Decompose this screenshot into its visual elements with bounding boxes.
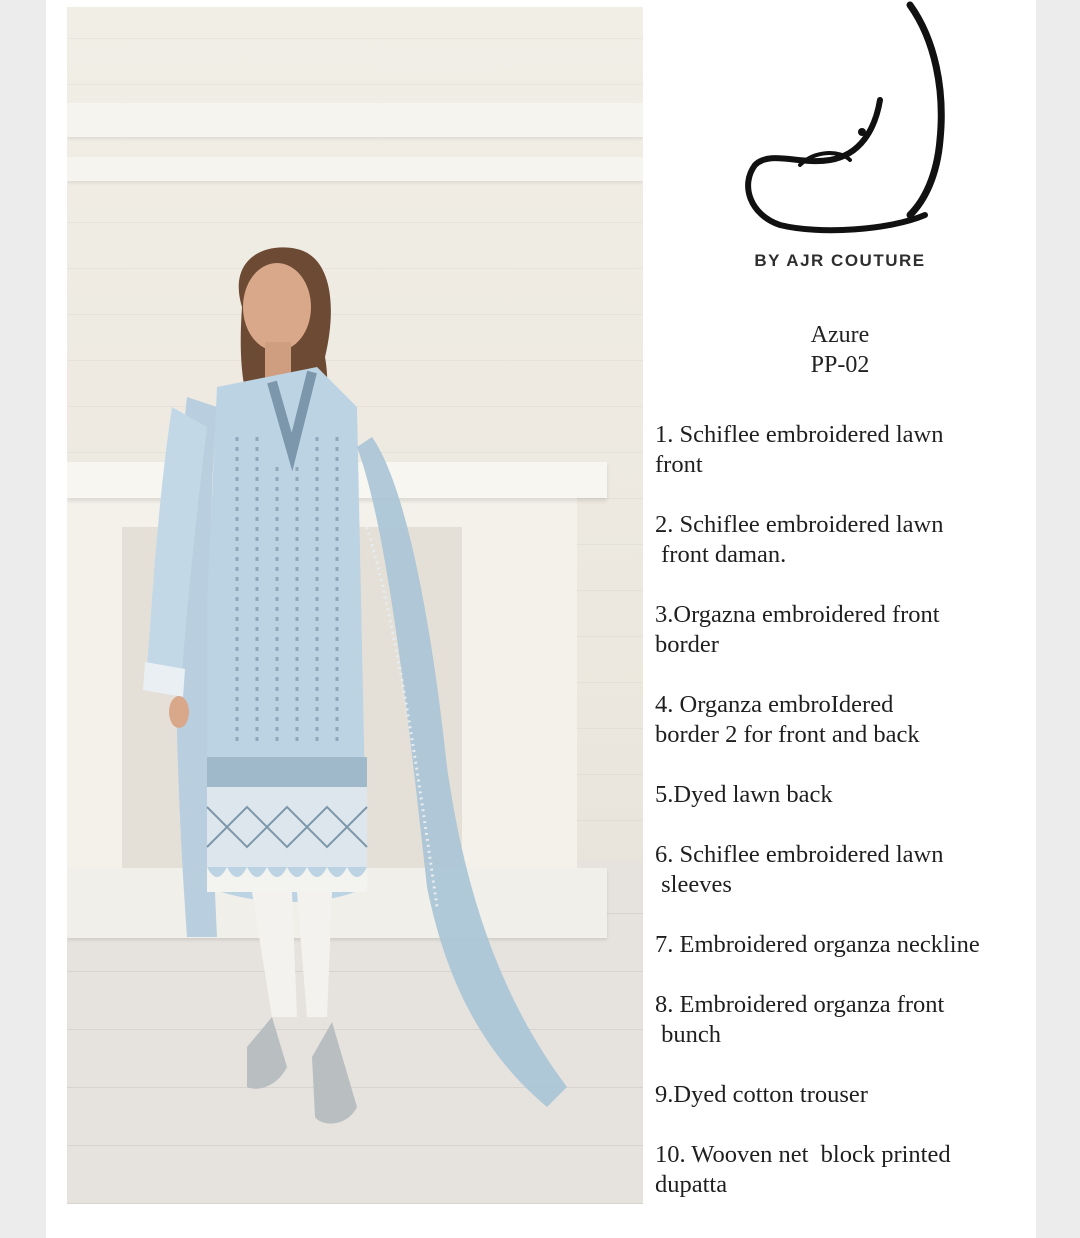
feature-item: 6. Schiflee embroidered lawn sleeves (655, 841, 944, 898)
model-photo (67, 7, 643, 1204)
feature-list (655, 420, 1035, 1230)
model-figure (67, 7, 643, 1204)
brand-logo-text: الف (740, 0, 742, 1)
product-code: PP-02 (810, 352, 870, 378)
feature-item: 5.Dyed lawn back (655, 781, 833, 808)
product-title (740, 320, 940, 380)
feature-item: 9.Dyed cotton trouser (655, 1081, 868, 1108)
feature-item: 4. Organza embroIdered border 2 for front and back (655, 691, 920, 748)
product-name: Azure (810, 322, 870, 348)
feature-item: 2. Schiflee embroidered lawn front daman. (655, 511, 944, 568)
feature-item: 3.Orgazna embroidered front border (655, 601, 940, 658)
feature-item: 8. Embroidered organza front bunch (655, 991, 945, 1048)
feature-item: 7. Embroidered organza neckline (655, 931, 980, 958)
brand-tagline: BY AJR COUTURE (754, 251, 926, 270)
feature-item: 10. Wooven net block printed dupatta (655, 1141, 951, 1198)
brand-logo (740, 0, 955, 240)
feature-item: 1. Schiflee embroidered lawn front (655, 421, 944, 478)
